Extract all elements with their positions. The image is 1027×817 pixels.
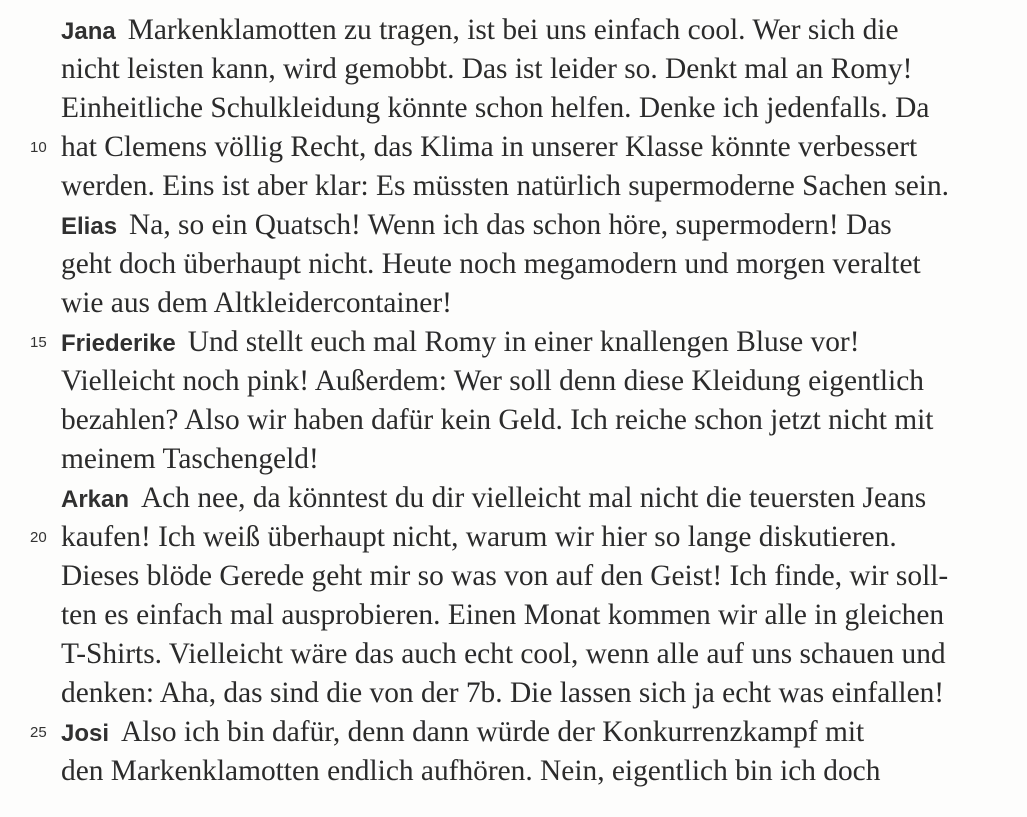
line-text: bezahlen? Also wir haben dafür kein Geld. Ich reiche schon jetzt nicht mit <box>61 404 934 436</box>
line-text: den Markenklamotten endlich aufhören. Nein, eigentlich bin ich doch <box>61 755 881 787</box>
text-line <box>61 50 912 88</box>
line-text: wie aus dem Altkleidercontainer! <box>61 287 452 319</box>
speaker-name: Jana <box>61 18 116 45</box>
text-line <box>61 323 860 361</box>
text-line <box>61 128 917 166</box>
line-text: denken: Aha, das sind die von der 7b. Die lassen sich ja echt was einfallen! <box>61 677 945 709</box>
text-line <box>61 518 897 556</box>
text-line <box>61 401 933 439</box>
text-line <box>61 11 899 49</box>
text-line <box>61 89 929 127</box>
line-text: Dieses blöde Gerede geht mir so was von auf den Geist! Ich finde, wir soll- <box>61 560 949 592</box>
text-line <box>61 635 946 673</box>
line-text: Markenklamotten zu tragen, ist bei uns einfach cool. Wer sich die <box>127 14 899 46</box>
text-line <box>61 557 948 595</box>
speaker-name: Josi <box>61 720 110 747</box>
line-text: Einheitliche Schulkleidung könnte schon helfen. Denke ich jedenfalls. Da <box>61 92 930 124</box>
line-text: meinem Taschengeld! <box>61 443 319 475</box>
line-number: 10 <box>30 139 47 156</box>
text-line <box>61 479 926 517</box>
line-number: 15 <box>30 334 47 351</box>
text-line <box>61 596 944 634</box>
text-line <box>61 167 949 205</box>
text-line <box>61 440 319 478</box>
line-text: kaufen! Ich weiß überhaupt nicht, warum wir hier so lange diskutieren. <box>61 521 897 553</box>
text-line <box>61 206 892 244</box>
line-text: T-Shirts. Vielleicht wäre das auch echt cool, wenn alle auf uns schauen und <box>61 638 946 670</box>
line-text: ten es einfach mal ausprobieren. Einen Monat kommen wir alle in gleichen <box>61 599 945 631</box>
speaker-name: Elias <box>61 213 118 240</box>
text-line <box>61 362 924 400</box>
line-text: Und stellt euch mal Romy in einer knallengen Bluse vor! <box>187 326 860 358</box>
text-line <box>61 752 880 790</box>
speaker-name: Friederike <box>61 330 176 357</box>
line-text: nicht leisten kann, wird gemobbt. Das ist leider so. Denkt mal an Romy! <box>61 53 913 85</box>
line-number: 25 <box>30 724 47 741</box>
line-text: Also ich bin dafür, denn dann würde der Konkurrenzkampf mit <box>121 716 865 748</box>
text-line <box>61 284 452 322</box>
line-text: geht doch überhaupt nicht. Heute noch megamodern und morgen veraltet <box>61 248 921 280</box>
line-text: Na, so ein Quatsch! Wenn ich das schon höre, supermodern! Das <box>129 209 892 241</box>
line-text: Vielleicht noch pink! Außerdem: Wer soll denn diese Kleidung eigentlich <box>61 365 924 397</box>
text-line <box>61 674 944 712</box>
speaker-name: Arkan <box>61 486 130 513</box>
line-text: Ach nee, da könntest du dir vielleicht mal nicht die teuersten Jeans <box>141 482 927 514</box>
text-line <box>61 245 921 283</box>
line-text: hat Clemens völlig Recht, das Klima in unserer Klasse könnte verbessert <box>61 131 918 163</box>
line-text: werden. Eins ist aber klar: Es müssten natürlich supermoderne Sachen sein. <box>61 170 950 202</box>
text-line <box>61 713 864 751</box>
line-number: 20 <box>30 529 47 546</box>
